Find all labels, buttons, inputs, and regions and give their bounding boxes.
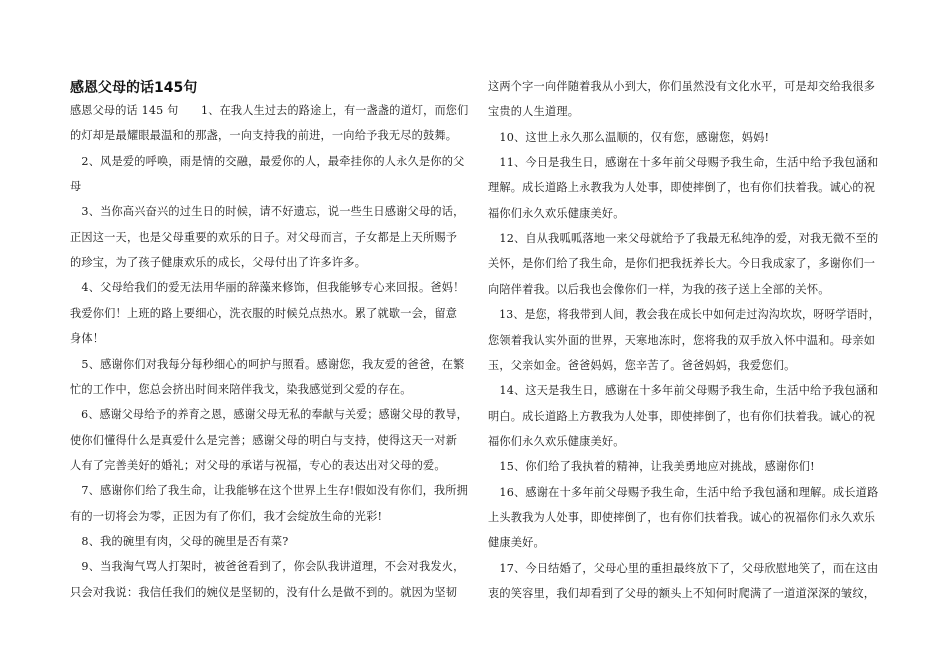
text-line: 17、今日结婚了，父母心里的重担最终放下了，父母欣慰地笑了，而在这由 [488,561,879,575]
text-line: 9、当我淘气骂人打架时，被爸爸看到了，你会队我讲道理，不会对我发火， [70,560,465,574]
text-line: 衷的笑容里，我们却看到了父母的额头上不知何时爬满了一道道深深的皱纹， [488,587,876,600]
text-line: 15、你们给了我执着的精神，让我美勇地应对挑战，感谢你们! [488,460,815,474]
text-line: 人有了完善美好的婚礼；对父母的承诺与祝福，专心的表达出对父母的爱。 [70,458,446,472]
text-line: 5、感谢你们对我每分每秒细心的呵护与照看。感谢您，我友爱的爸爸，在繁 [70,357,465,371]
text-line: 向陪伴着我。以后我也会像你们一样，为我的孩子送上全部的关怀。 [488,282,830,296]
text-line: 10、这世上永久那么温顺的，仅有您，感谢您，妈妈! [488,130,770,144]
text-line: 宝贵的人生道理。 [488,105,580,119]
text-line: 我爱你们！上班的路上要细心，洗衣服的时候兑点热水。累了就歇一会，留意 [70,306,458,320]
text-line: 的灯却是最耀眼最温和的那盏，一向支持我的前进，一向给予我无尽的鼓舞。 [70,129,458,143]
text-line: 8、我的碗里有肉，父母的碗里是否有菜? [70,534,289,548]
text-line: 玉，父亲如金。爸爸妈妈，您辛苦了。爸爸妈妈，我爱您们。 [488,358,796,372]
text-line: 6、感谢父母给予的养育之恩，感谢父母无私的奉献与关爱；感谢父母的教导， [70,408,468,422]
document-title: 感恩父母的话145句 [70,80,198,96]
text-line: 身体！ [70,332,105,346]
text-line: 您领着我认实外面的世界，天寒地冻时，您将我的双手放入怀中温和。母亲如 [488,333,876,347]
text-line: 13、是您，将我带到人间，教会我在成长中如何走过沟沟坎坎，呀呀学语时， [488,308,880,322]
text-line: 只会对我说：我信任我们的婉仪是坚韧的，没有什么是做不到的。就因为坚韧 [70,585,458,599]
text-line: 母 [70,180,82,194]
text-line: 正因这一天，也是父母重要的欢乐的日子。对父母而言，子女都是上天所赐予 [70,230,458,244]
text-line: 12、自从我呱呱落地一来父母就给予了我最无私纯净的爱，对我无微不至的 [488,232,879,246]
text-line: 2、风是爱的呼唤，雨是情的交融，最爱你的人，最牵挂你的人永久是你的父 [70,154,465,168]
text-line: 7、感谢你们给了我生命，让我能够在这个世界上生存!假如没有你们，我所拥 [70,484,469,498]
text-line: 健康美好。 [488,536,545,550]
text-line: 关怀，是你们给了我生命，是你们把我抚养长大。今日我成家了，多谢你们一 [488,257,876,271]
text-line: 有的一切将会为零，正因为有了你们，我才会绽放生命的光彩! [70,509,383,523]
text-line: 使你们懂得什么是真爱什么是完善；感谢父母的明白与支持，使得这天一对新 [70,433,458,447]
text-line: 11、今日是我生日，感谢在十多年前父母赐予我生命，生活中给予我包涵和 [488,156,879,170]
text-line: 14、这天是我生日，感谢在十多年前父母赐予我生命，生活中给予我包涵和 [488,384,879,398]
text-line: 明白。成长道路上方教我为人处事，即使摔倒了，也有你们扶着我。诚心的祝 [488,409,876,423]
text-line: 3、当你高兴奋兴的过生日的时候，请不好遗忘，说一些生日感谢父母的话， [70,205,465,219]
text-line: 福你们永久欢乐健康美好。 [488,206,625,220]
text-line: 16、感谢在十多年前父母赐予我生命，生活中给予我包涵和理解。成长道路 [488,485,879,499]
text-line: 的珍宝，为了孩子健康欢乐的成长，父母付出了许多许多。 [70,256,367,270]
text-line: 这两个字一向伴随着我从小到大，你们虽然没有文化水平，可是却交给我很多 [488,80,876,93]
text-line: 上头教我为人处事，即使摔倒了，也有你们扶着我。诚心的祝福你们永久欢乐 [488,510,876,524]
text-line: 感恩父母的话 145 句 1、在我人生过去的路途上，有一盏盏的道灯，而您们 [70,104,469,117]
text-line: 福你们永久欢乐健康美好。 [488,434,625,448]
text-line: 忙的工作中，您总会挤出时间来陪伴我戈，染我感觉到父爱的存在。 [70,382,412,396]
text-line: 理解。成长道路上永教我为人处事，即使摔倒了，也有你们扶着我。诚心的祝 [488,181,876,195]
text-line: 4、父母给我们的爱无法用华丽的辞藻来修饰，但我能够专心来回报。爸妈！ [70,281,465,295]
